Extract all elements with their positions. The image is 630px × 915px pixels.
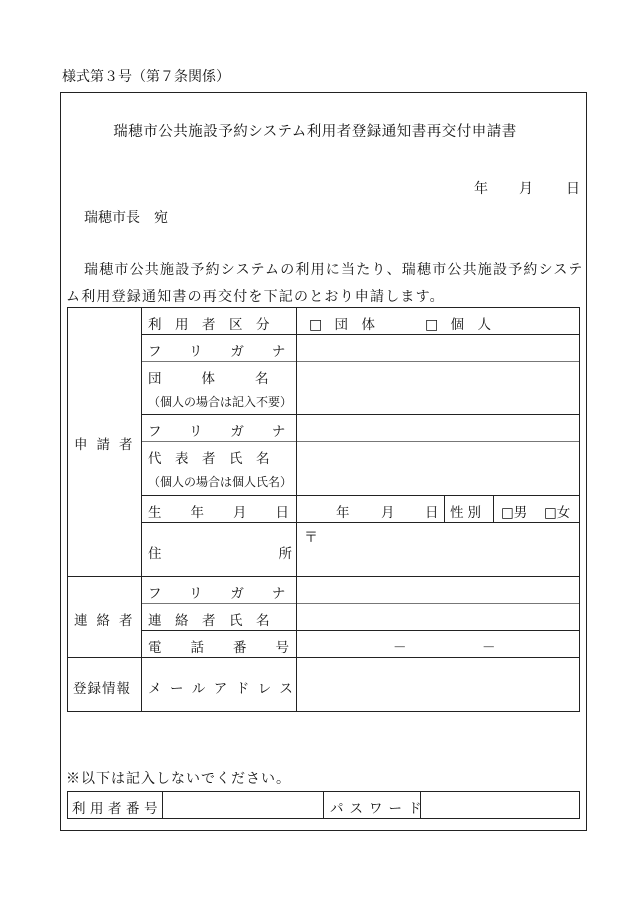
label-birth-date: 生年月日 [148, 505, 318, 521]
furigana-group-field[interactable] [297, 335, 579, 361]
label-password: パスワード [330, 801, 428, 817]
checkbox-icon[interactable]: □ [425, 317, 439, 333]
date-month-label: 月 [519, 181, 533, 197]
birth-day-label: 日 [425, 505, 439, 521]
user-number-field [163, 792, 323, 818]
label-phone: 電話番号 [148, 640, 318, 656]
section-applicant-label: 申請者 [74, 437, 142, 453]
gender-male-option[interactable]: □男 [501, 505, 528, 521]
phone-separator-1: － [393, 640, 407, 656]
date-year-label: 年 [474, 181, 488, 197]
label-contact-name: 連絡者氏名 [148, 613, 283, 629]
furigana-rep-field[interactable] [297, 415, 579, 441]
addressee: 瑞穂市長 宛 [84, 210, 168, 226]
option-group-label: 団 体 [334, 317, 376, 333]
date-day-label: 日 [566, 181, 580, 197]
label-user-category: 利用者区分 [148, 317, 283, 333]
group-name-note: （個人の場合は記入不要） [148, 395, 293, 409]
postal-mark-icon: 〒 [304, 530, 318, 546]
checkbox-icon[interactable]: □ [309, 317, 323, 333]
rep-name-note: （個人の場合は個人氏名） [148, 475, 293, 489]
password-field [421, 792, 579, 818]
form-title: 瑞穂市公共施設予約システム利用者登録通知書再交付申請書 [113, 124, 517, 140]
contact-furigana-field[interactable] [297, 577, 579, 603]
category-individual-option[interactable] [425, 313, 491, 333]
email-field[interactable] [297, 658, 579, 711]
label-furigana-group: フリガナ [148, 344, 314, 360]
request-text-line-1: 瑞穂市公共施設予約システムの利用に当たり、瑞穂市公共施設予約システ [84, 262, 584, 278]
section-registration: 登録情報 [73, 681, 131, 697]
option-individual-label: 個 人 [450, 317, 492, 333]
request-text-line-2: ム利用登録通知書の再交付を下記のとおり申請します。 [66, 289, 445, 305]
group-name-field[interactable] [297, 362, 579, 414]
section-contact: 連絡者 [74, 613, 142, 629]
contact-name-field[interactable] [297, 604, 579, 630]
label-address: 住所 [148, 546, 409, 562]
gender-female-option[interactable]: □女 [544, 505, 571, 521]
label-gender: 性別 [450, 505, 485, 521]
label-furigana-rep: フリガナ [148, 424, 314, 440]
label-rep-name: 代表者氏名 [148, 451, 283, 467]
form-number: 様式第３号（第７条関係） [62, 69, 230, 85]
label-email: メールアドレス [148, 681, 302, 697]
label-contact-furigana: フリガナ [148, 586, 314, 602]
category-group-option[interactable] [309, 313, 375, 333]
rep-name-field[interactable] [297, 442, 579, 495]
birth-month-label: 月 [381, 505, 395, 521]
address-field[interactable] [320, 523, 579, 576]
phone-separator-2: － [482, 640, 496, 656]
office-use-note: ※以下は記入しないでください。 [66, 771, 291, 787]
label-user-number: 利用者番号 [72, 801, 162, 817]
birth-year-label: 年 [336, 505, 350, 521]
section-applicant [74, 433, 142, 453]
label-group-name: 団体名 [148, 371, 309, 387]
